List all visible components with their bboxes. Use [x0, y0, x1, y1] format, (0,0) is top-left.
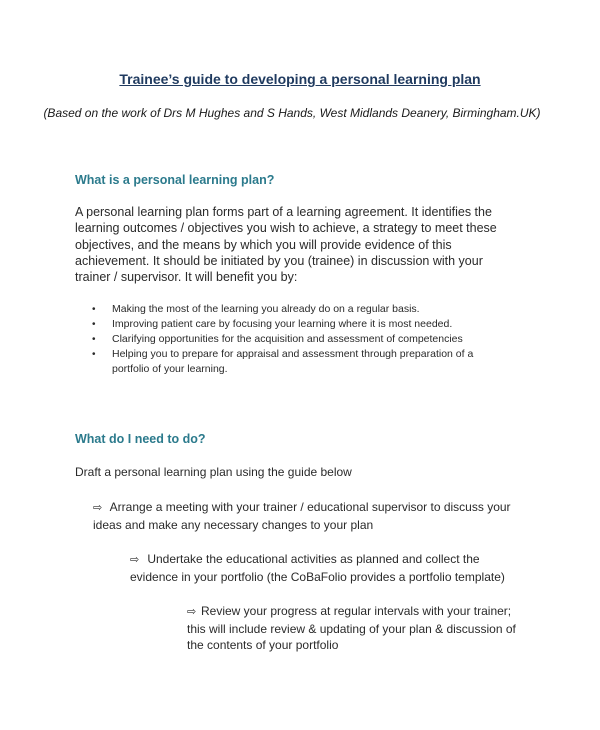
step-text: evidence in your portfolio (the CoBaFolio provides a portfolio template): [130, 569, 505, 584]
document-subtitle: (Based on the work of Drs M Hughes and S Hands, West Midlands Deanery, Birmingham.UK): [43, 106, 541, 120]
step-text: the contents of your portfolio: [187, 638, 339, 652]
section-paragraph: A personal learning plan forms part of a learning agreement. It identifies the learning outcomes / objectives you wish to achieve, a strategy to meet these objectives, and the means by which you will provide evidence of this achievement. It should be initiated by you (trainee) in discussion with your trainer / supervisor. It will benefit you by:: [75, 205, 497, 285]
bullet-icon: •: [92, 319, 96, 330]
arrow-right-icon: ⇨: [130, 554, 140, 566]
step-text: Undertake the educational activities as planned and collect the: [147, 552, 480, 566]
list-item: [92, 317, 492, 332]
step-1: [93, 499, 511, 533]
step-text: ideas and make any necessary changes to your plan: [93, 517, 374, 532]
step-text: Arrange a meeting with your trainer / educational supervisor to discuss your: [109, 500, 511, 514]
section-heading-what-to-do: What do I need to do?: [75, 432, 206, 446]
step-3: [187, 603, 516, 654]
list-item: [92, 347, 492, 377]
arrow-right-icon: ⇨: [93, 502, 103, 514]
step-text: this will include review & updating of your plan & discussion of: [187, 621, 516, 636]
step-text: Review your progress at regular intervals with your trainer;: [201, 604, 512, 618]
list-item: [92, 332, 492, 347]
benefits-list: [92, 302, 492, 377]
list-item-text: Making the most of the learning you already do on a regular basis.: [112, 303, 420, 315]
list-item: [92, 302, 492, 317]
step-2: [130, 551, 505, 585]
list-item-text: Improving patient care by focusing your learning where it is most needed.: [112, 318, 453, 330]
section-intro: Draft a personal learning plan using the guide below: [75, 465, 352, 479]
bullet-icon: •: [92, 349, 96, 360]
bullet-icon: •: [92, 304, 96, 315]
document-title: Trainee’s guide to developing a personal learning plan: [119, 71, 481, 87]
list-item-text: Helping you to prepare for appraisal and assessment through preparation of a portfolio of your learning.: [112, 348, 474, 375]
section-heading-what-is: What is a personal learning plan?: [75, 173, 275, 187]
list-item-text: Clarifying opportunities for the acquisition and assessment of competencies: [112, 333, 463, 345]
bullet-icon: •: [92, 334, 96, 345]
arrow-right-icon: ⇨: [187, 606, 197, 618]
